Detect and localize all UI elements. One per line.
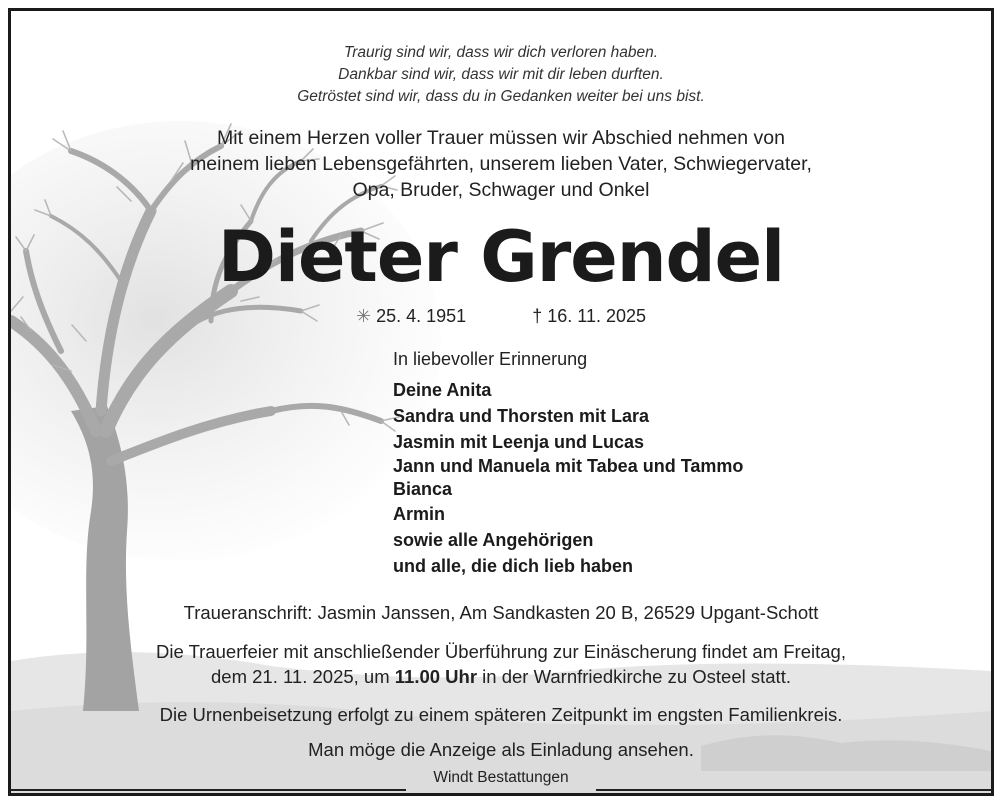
birth-date: 25. 4. 1951 [376,306,467,326]
ceremony-time: 11.00 Uhr [394,666,478,687]
mourner-name: sowie alle Angehörigen [393,530,594,550]
verse-line: Getröstet sind wir, dass du in Gedanken weiter bei uns bist. [297,88,705,105]
intro-text [11,125,991,203]
mourner-name: Jasmin mit Leenja und Lucas [393,432,645,452]
verse-line: Traurig sind wir, dass wir dich verloren haben. [343,44,659,61]
funeral-home-name: Windt Bestattungen [433,769,569,786]
mourning-address: Traueranschrift: Jasmin Janssen, Am Sandkasten 20 B, 26529 Upgant-Schott [183,602,819,623]
footer [11,767,991,793]
mourner-name: Deine Anita [393,380,492,400]
intro-line: Mit einem Herzen voller Trauer müssen wir Abschied nehmen von [217,127,785,149]
death-date: 16. 11. 2025 [547,306,647,326]
footer-rule-right [596,789,991,791]
verse [11,42,991,108]
mourner-name: Armin [393,504,446,524]
verse-line: Dankbar sind wir, dass wir mit dir leben durften. [338,66,664,83]
deceased-name: Dieter Grendel [217,216,785,298]
mourners-lead: In liebevoller Erinnerung [393,349,588,369]
intro-line: meinem lieben Lebensgefährten, unserem lieben Vater, Schwiegervater, [190,153,812,175]
mourner-name: Sandra und Thorsten mit Lara [393,406,650,426]
urn-burial-info: Die Urnenbeisetzung erfolgt zu einem späteren Zeitpunkt im engsten Familienkreis. [159,704,843,725]
death-cross-icon: † [532,306,543,326]
ceremony-line [11,664,991,689]
mourner-name: und alle, die dich lieb haben [393,556,634,576]
ceremony-date-text: dem 21. 11. 2025, um [211,666,395,687]
life-dates [11,306,991,327]
mourners-list [393,347,743,579]
footer-rule-left [11,789,406,791]
ceremony-info [11,639,991,689]
ceremony-line: Die Trauerfeier mit anschließender Überführung zur Einäscherung findet am Freitag, [156,641,846,662]
mourner-name: Jann und Manuela mit Tabea und Tammo [393,456,744,476]
ceremony-place-text: in der Warnfriedkirche zu Osteel statt. [477,666,791,687]
intro-line: Opa, Bruder, Schwager und Onkel [352,179,650,201]
obituary-card [8,8,994,796]
birth-star-icon: ✳ [355,306,372,326]
mourner-name: Bianca [393,479,453,499]
invitation-note: Man möge die Anzeige als Einladung ansehen. [308,739,694,760]
